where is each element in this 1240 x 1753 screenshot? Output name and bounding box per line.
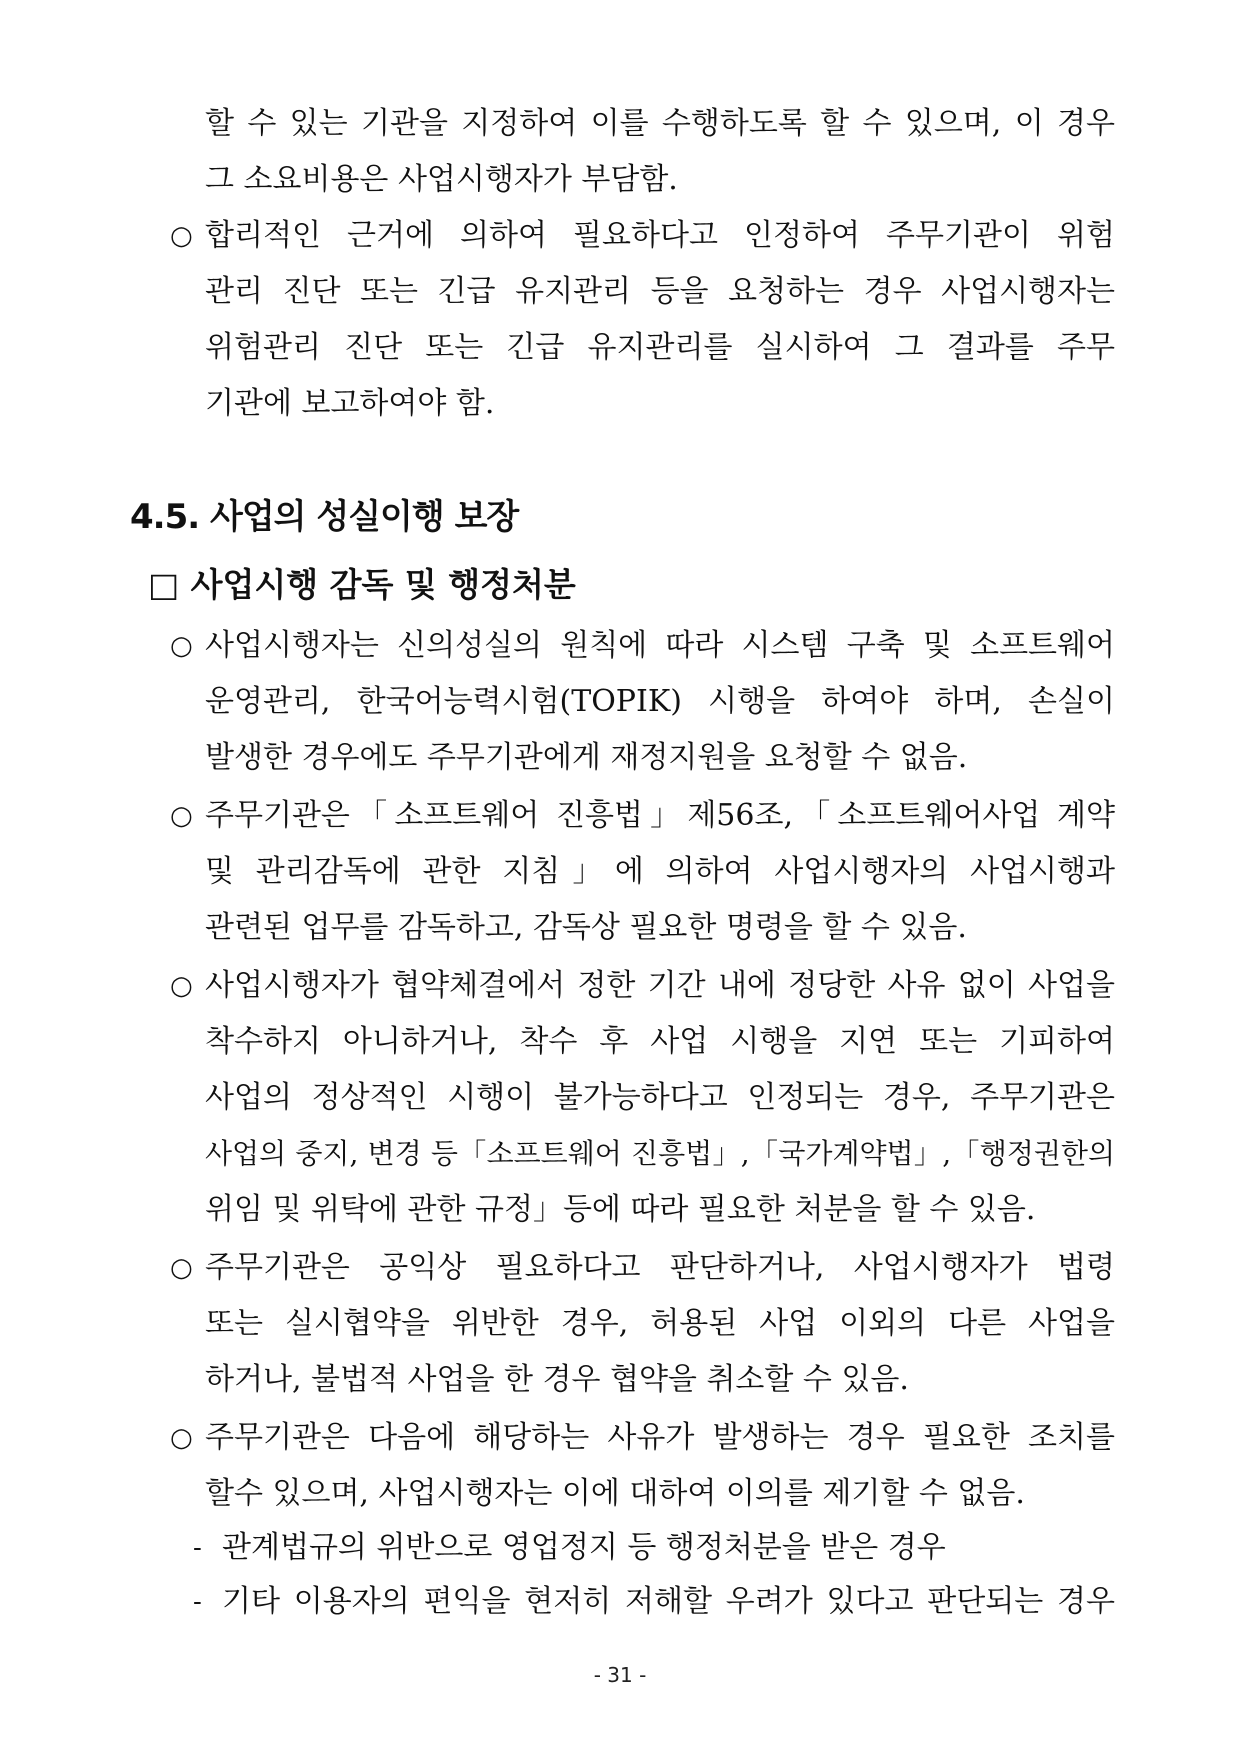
text-line: 기관에 보고하여야 함. [205,386,495,421]
text-line: 하거나, 불법적 사업을 한 경우 협약을 취소할 수 있음. [205,1362,909,1397]
page-number: - 31 - [593,1663,647,1687]
bullet-symbol: ○ [170,221,193,251]
subsection-heading: □ 사업시행 감독 및 행정처분 [148,565,576,604]
dash-item: 관계법규의 위반으로 영업정지 등 행정처분을 받은 경우 [222,1530,946,1565]
text-line: 할수 있으며, 사업시행자는 이에 대하여 이의를 제기할 수 없음. [205,1476,1025,1511]
text-line: 또는 실시협약을 위반한 경우, 허용된 사업 이외의 다른 사업을 [205,1306,1115,1341]
bullet-symbol: ○ [170,801,193,831]
text-line: 사업시행자가 협약체결에서 정한 기간 내에 정당한 사유 없이 사업을 [205,968,1115,1003]
dash-symbol: - [193,1587,202,1617]
text-line: 관리 진단 또는 긴급 유지관리 등을 요청하는 경우 사업시행자는 [205,274,1115,309]
text-line: 위험관리 진단 또는 긴급 유지관리를 실시하여 그 결과를 주무 [205,330,1115,365]
text-line: 사업시행자는 신의성실의 원칙에 따라 시스템 구축 및 소프트웨어 [205,628,1115,663]
bullet-symbol: ○ [170,1423,193,1453]
text-line: 할 수 있는 기관을 지정하여 이를 수행하도록 할 수 있으며, 이 경우 [205,106,1115,141]
text-line: 주무기관은 공익상 필요하다고 판단하거나, 사업시행자가 법령 [205,1250,1115,1285]
text-line: 착수하지 아니하거나, 착수 후 사업 시행을 지연 또는 기피하여 [205,1024,1115,1059]
bullet-symbol: ○ [170,971,193,1001]
bullet-symbol: ○ [170,1253,193,1283]
text-line: 위임 및 위탁에 관한 규정」등에 따라 필요한 처분을 할 수 있음. [205,1192,1036,1227]
section-heading: 4.5. 사업의 성실이행 보장 [130,497,519,537]
text-line: 합리적인 근거에 의하여 필요하다고 인정하여 주무기관이 위험 [205,218,1115,253]
dash-symbol: - [193,1533,202,1563]
text-line: 그 소요비용은 사업시행자가 부담함. [205,162,678,197]
text-line: 발생한 경우에도 주무기관에게 재정지원을 요청할 수 없음. [205,740,968,775]
text-line: 관련된 업무를 감독하고, 감독상 필요한 명령을 할 수 있음. [205,910,967,945]
text-line: 사업의 중지, 변경 등「소프트웨어 진흥법」,「국가계약법」,「행정권한의 [205,1137,1115,1170]
text-line: 주무기관은 다음에 해당하는 사유가 발생하는 경우 필요한 조치를 [205,1420,1115,1455]
dash-item: 기타 이용자의 편익을 현저히 저해할 우려가 있다고 판단되는 경우 [222,1584,1115,1619]
bullet-symbol: ○ [170,631,193,661]
text-line: 주무기관은「소프트웨어 진흥법」제56조,「소프트웨어사업 계약 [205,798,1115,833]
text-line: 사업의 정상적인 시행이 불가능하다고 인정되는 경우, 주무기관은 [205,1080,1115,1115]
text-line: 및 관리감독에 관한 지침」에 의하여 사업시행자의 사업시행과 [205,854,1115,889]
text-line: 운영관리, 한국어능력시험(TOPIK) 시행을 하여야 하며, 손실이 [205,684,1115,719]
